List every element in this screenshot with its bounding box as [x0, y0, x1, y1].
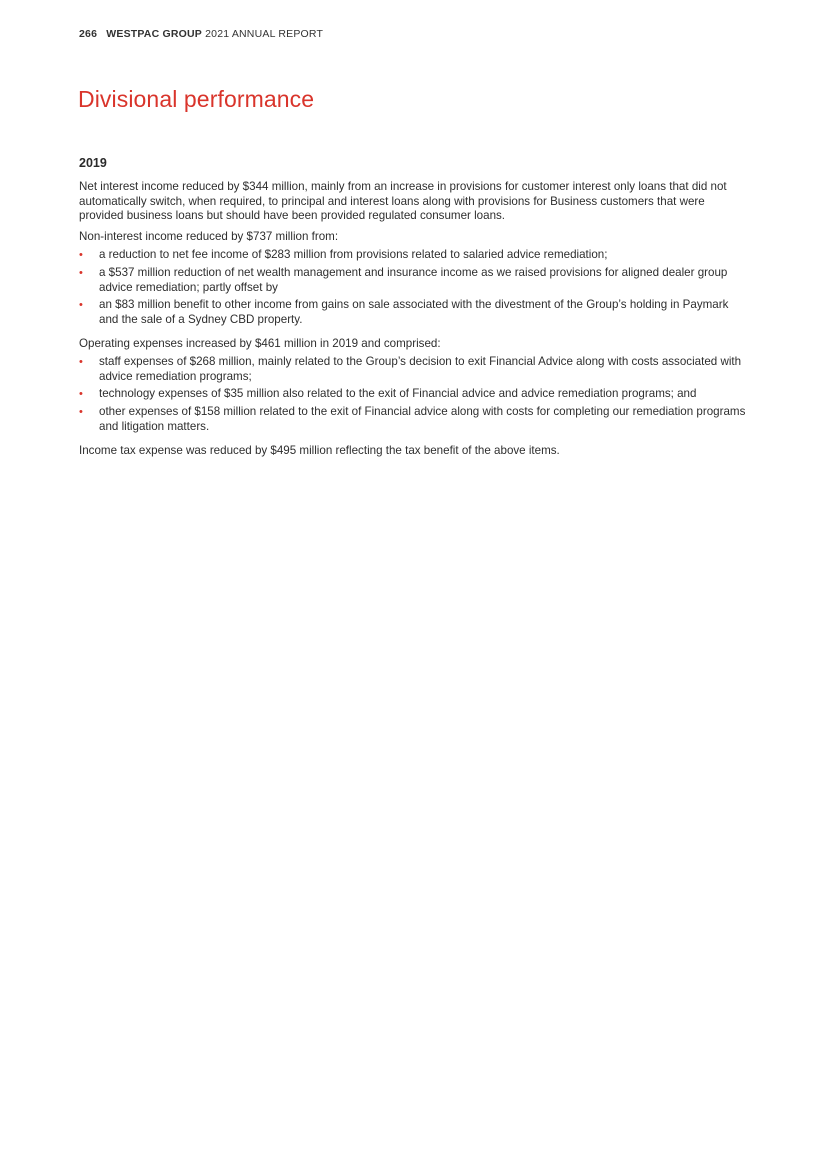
bullet-icon: •: [79, 299, 83, 312]
list-item-text: other expenses of $158 million related to the exit of Financial advice along with costs for completing our remediation programs and litigation matters.: [99, 405, 746, 433]
list-item: [79, 266, 747, 296]
list-item: [79, 298, 747, 328]
list-item-text: an $83 million benefit to other income from gains on sale associated with the divestment of the Group’s holding in Paymark and the sale of a Sydney CBD property.: [99, 298, 729, 327]
list-item: [79, 387, 747, 402]
non-interest-paragraph: Non-interest income reduced by $737 million from:: [79, 230, 339, 244]
operating-expenses-list: [79, 355, 747, 435]
list-item-text: staff expenses of $268 million, mainly related to the Group’s decision to exit Financial Advice along with costs associated with advice remediation programs;: [99, 354, 742, 383]
section-year-heading: 2019: [79, 156, 107, 170]
income-tax-paragraph: Income tax expense was reduced by $495 million reflecting the tax benefit of the above items.: [79, 443, 560, 457]
list-item-text: a reduction to net fee income of $283 million from provisions related to salaried advice remediation;: [99, 247, 608, 261]
report-name: 2021 ANNUAL REPORT: [205, 28, 324, 40]
list-item-text: technology expenses of $35 million also related to the exit of Financial advice and advice remediation programs; and: [99, 387, 697, 401]
page-number: 266: [79, 28, 98, 40]
list-item-text: a $537 million reduction of net wealth management and insurance income as we raised provisions for aligned dealer group advice remediation; partly offset by: [99, 265, 728, 294]
operating-expenses-paragraph: Operating expenses increased by $461 million in 2019 and comprised:: [79, 336, 441, 350]
bullet-icon: •: [79, 355, 83, 368]
net-interest-paragraph: Net interest income reduced by $344 million, mainly from an increase in provisions for customer interest only loans that did not automatically switch, when required, to principal and interest loans along with provisions for Business customers that were provided business loans but should have been provided regulated consumer loans.: [79, 179, 727, 223]
non-interest-list: [79, 248, 747, 328]
bullet-icon: •: [79, 406, 83, 419]
bullet-icon: •: [79, 248, 83, 261]
list-item: [79, 405, 747, 435]
section-content: [79, 156, 747, 459]
list-item: [79, 355, 747, 385]
bullet-icon: •: [79, 388, 83, 401]
bullet-icon: •: [79, 266, 83, 279]
list-item: [79, 248, 747, 263]
page-header: [79, 28, 323, 40]
page-title: Divisional performance: [78, 86, 315, 112]
report-org: WESTPAC GROUP: [106, 28, 202, 40]
